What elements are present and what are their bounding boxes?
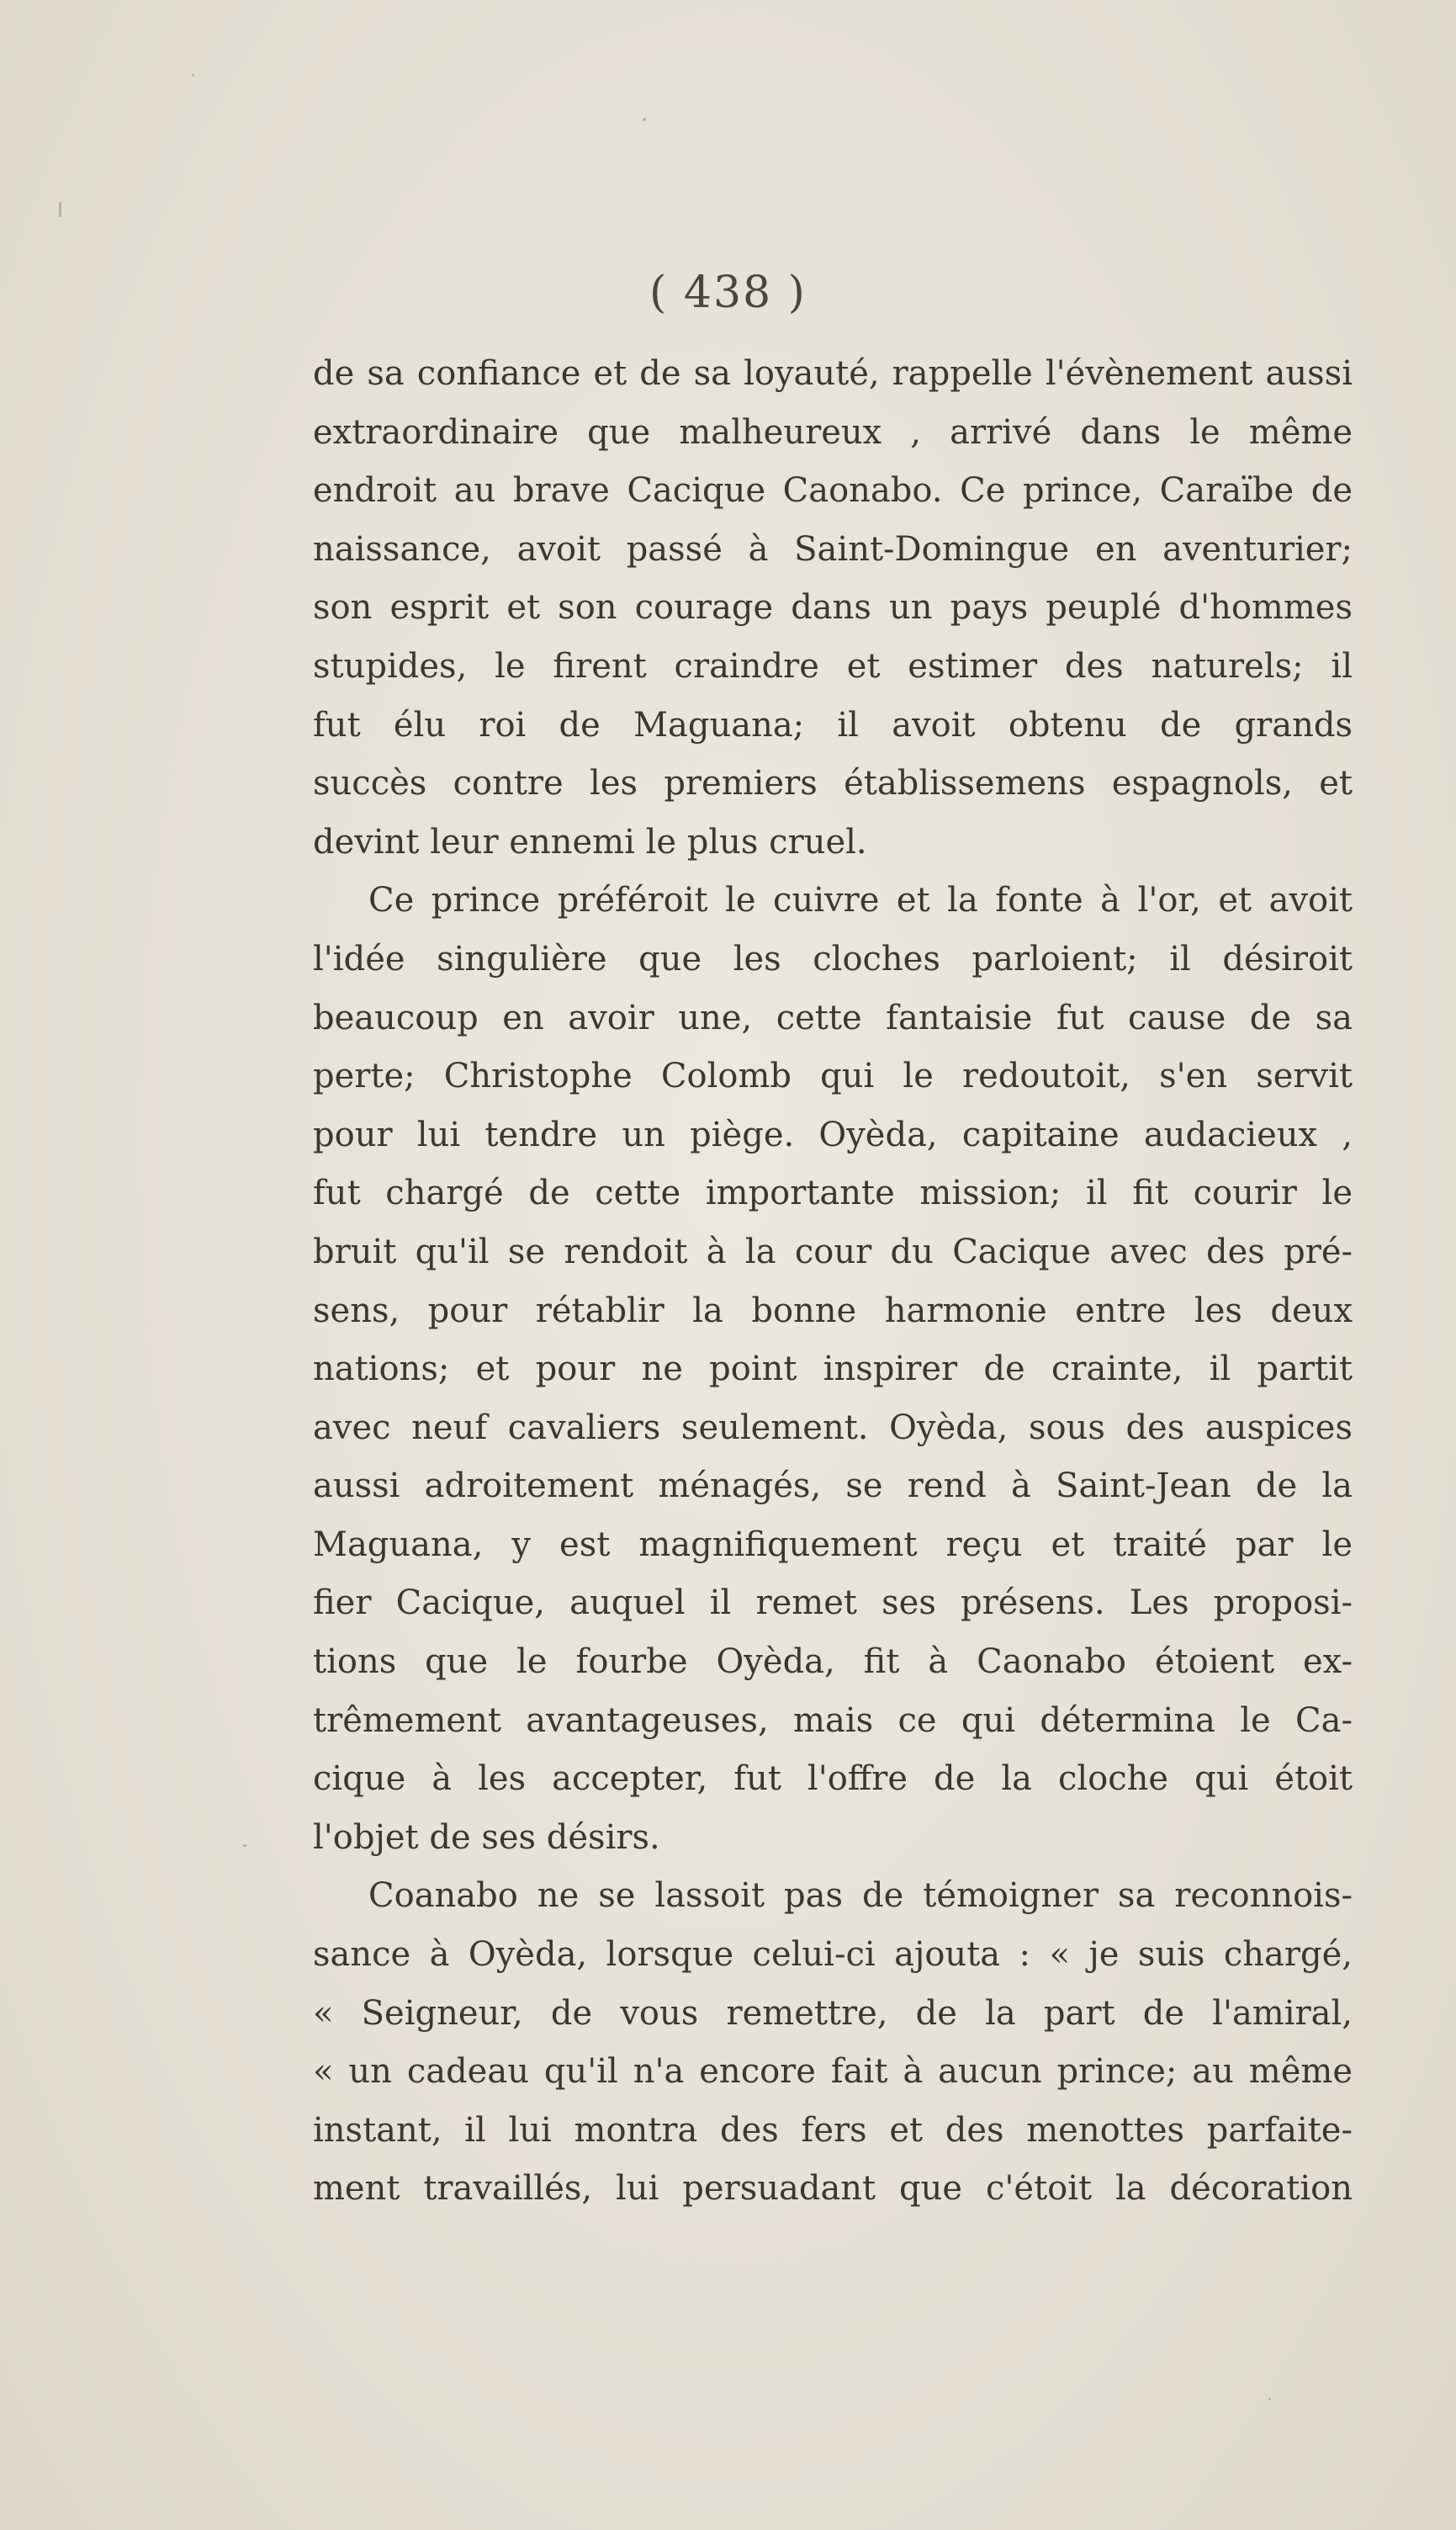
- text-line: Ce prince préféroit le cuivre et la fonte à l'or, et avoit: [368, 881, 1353, 920]
- text-line: naissance, avoit passé à Saint-Domingue en aventurier;: [313, 529, 1353, 569]
- paper-speck: [59, 202, 61, 217]
- text-line: Coanabo ne se lassoit pas de témoigner sa reconnois-: [368, 1876, 1353, 1916]
- page-number: ( 438 ): [649, 268, 807, 318]
- text-line: bruit qu'il se rendoit à la cour du Cacique avec des pré-: [313, 1232, 1353, 1271]
- text-line: Maguana, y est magnifiquement reçu et traité par le: [313, 1525, 1353, 1564]
- text-line: aussi adroitement ménagés, se rend à Saint-Jean de la: [313, 1467, 1353, 1506]
- text-line: l'idée singulière que les cloches parloient; il désiroit: [313, 939, 1353, 979]
- text-line: ment travaillés, lui persuadant que c'étoit la décoration: [313, 2169, 1353, 2209]
- text-line: cique à les accepter, fut l'offre de la cloche qui étoit: [313, 1759, 1353, 1799]
- text-line: « un cadeau qu'il n'a encore fait à aucun prince; au même: [313, 2052, 1353, 2092]
- text-line: fier Cacique, auquel il remet ses présens. Les proposi-: [313, 1583, 1353, 1623]
- text-line: sance à Oyèda, lorsque celui-ci ajouta : « je suis chargé,: [313, 1935, 1353, 1975]
- paper-speck: [1268, 2398, 1271, 2400]
- text-line: instant, il lui montra des fers et des menottes parfaite-: [313, 2110, 1353, 2150]
- text-line: perte; Christophe Colomb qui le redoutoit, s'en servit: [313, 1057, 1353, 1096]
- text-line: de sa confiance et de sa loyauté, rappelle l'évènement aussi: [313, 354, 1353, 393]
- paper-speck: [242, 1844, 247, 1847]
- text-line: avec neuf cavaliers seulement. Oyèda, sous des auspices: [313, 1408, 1353, 1447]
- text-line: pour lui tendre un piège. Oyèda, capitaine audacieux ,: [313, 1115, 1353, 1154]
- text-line: endroit au brave Cacique Caonabo. Ce prince, Caraïbe de: [313, 471, 1353, 511]
- text-line: extraordinaire que malheureux , arrivé dans le même: [313, 412, 1353, 452]
- body-text: [313, 345, 1353, 2219]
- text-line: fut élu roi de Maguana; il avoit obtenu de grands: [313, 705, 1353, 745]
- text-line: succès contre les premiers établissemens espagnols, et: [313, 764, 1353, 804]
- text-line: son esprit et son courage dans un pays peuplé d'hommes: [313, 588, 1353, 628]
- text-line: sens, pour rétablir la bonne harmonie entre les deux: [313, 1291, 1353, 1330]
- text-line: nations; et pour ne point inspirer de crainte, il partit: [313, 1350, 1353, 1389]
- text-line: trêmement avantageuses, mais ce qui détermina le Ca-: [313, 1700, 1353, 1740]
- paper-speck: [643, 118, 646, 121]
- text-line: devint leur ennemi le plus cruel.: [313, 822, 867, 862]
- paper-speck: [192, 74, 194, 77]
- text-line: « Seigneur, de vous remettre, de la part de l'amiral,: [313, 1993, 1353, 2033]
- text-line: tions que le fourbe Oyèda, fit à Caonabo étoient ex-: [313, 1642, 1353, 1682]
- text-line: beaucoup en avoir une, cette fantaisie fut cause de sa: [313, 998, 1353, 1037]
- text-line: fut chargé de cette importante mission; il fit courir le: [313, 1174, 1353, 1213]
- text-line: l'objet de ses désirs.: [313, 1817, 660, 1857]
- text-line: stupides, le firent craindre et estimer des naturels; il: [313, 646, 1353, 686]
